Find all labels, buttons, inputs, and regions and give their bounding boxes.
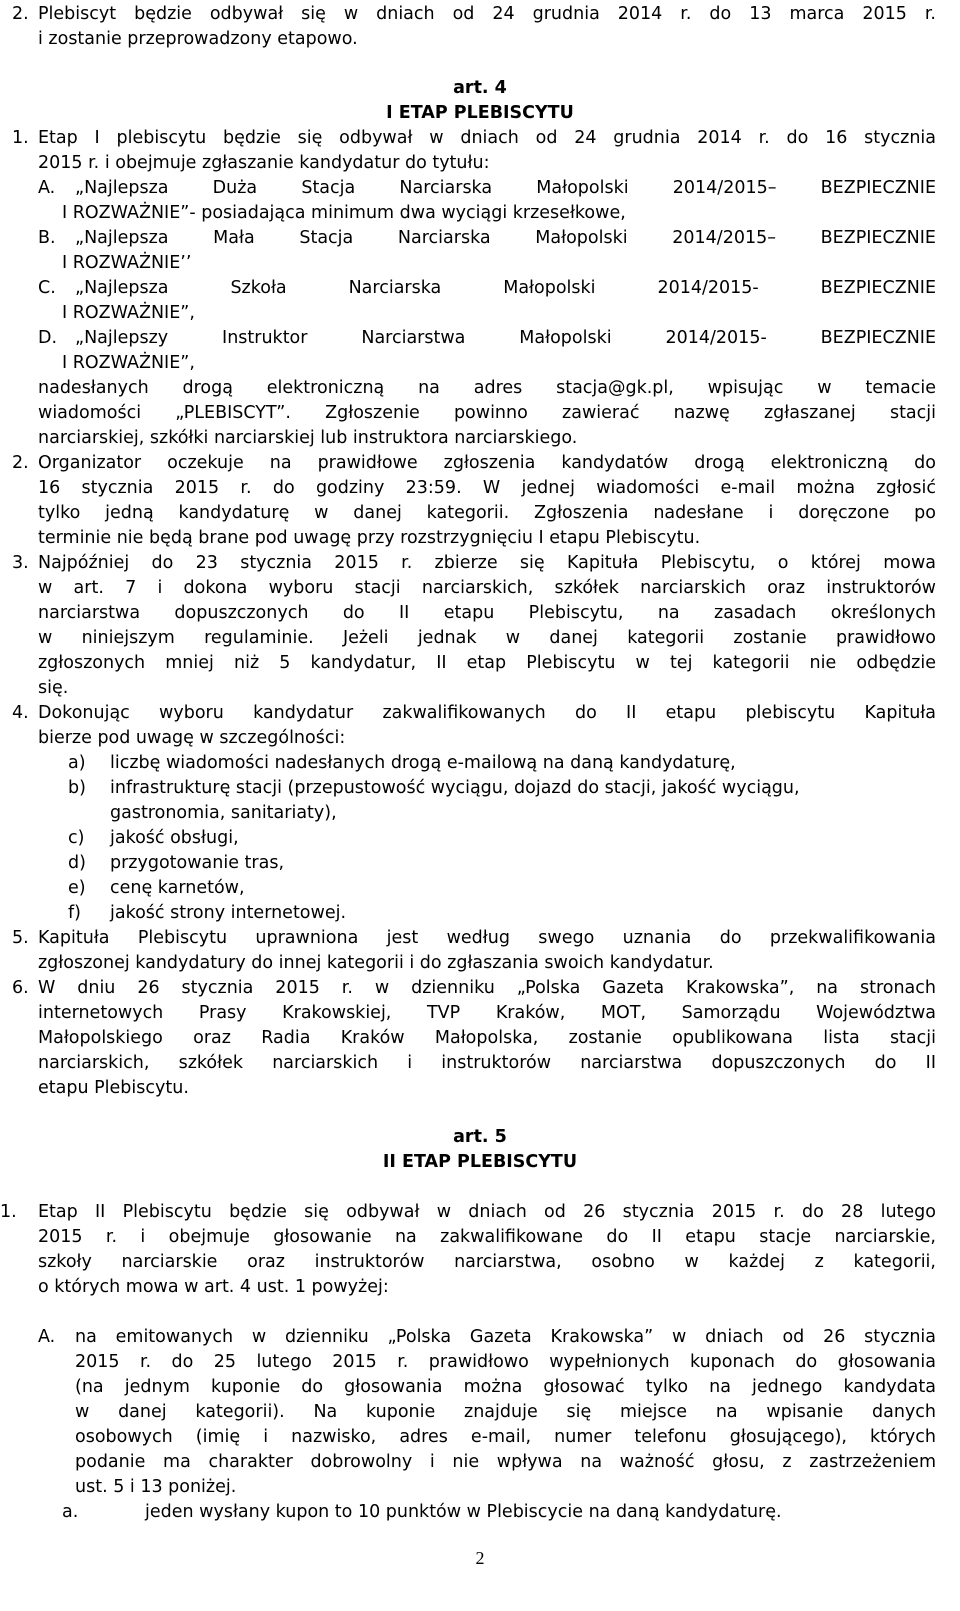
sub-item-letter: a. [62,1502,79,1522]
category-letter: A. [38,178,56,198]
category-line: I ROZWAŻNIE’’ [62,253,192,273]
paragraph-line: 2015 r. do 25 lutego 2015 r. prawidłowo wypełnionych kuponach do głosowania [75,1352,936,1372]
section-title: II ETAP PLEBISCYTU [382,1152,578,1172]
paragraph-line: tylko jedną kandydaturę w danej kategorii. Zgłoszenia nadesłane i doręczone po [38,503,936,523]
paragraph-line: na emitowanych w dzienniku „Polska Gazeta Krakowska” w dniach od 26 stycznia [75,1327,936,1347]
list-number: 5. [12,928,29,948]
paragraph-line: wiadomości „PLEBISCYT”. Zgłoszenie powinno zawierać nazwę zgłaszanej stacji [38,403,936,423]
paragraph-line: Plebiscyt będzie odbywał się w dniach od 24 grudnia 2014 r. do 13 marca 2015 r. [38,4,936,24]
criteria-letter: e) [68,878,86,898]
paragraph-line: 16 stycznia 2015 r. do godziny 23:59. W jednej wiadomości e-mail można zgłosić [38,478,936,498]
criteria-text: jakość obsługi, [110,828,239,848]
criteria-text: infrastrukturę stacji (przepustowość wyciągu, dojazd do stacji, jakość wyciągu, [110,778,800,798]
category-line: „Najlepsza Mała Stacja Narciarska Małopolski 2014/2015– BEZPIECZNIE [75,228,936,248]
paragraph-line: Etap I plebiscytu będzie się odbywał w dniach od 24 grudnia 2014 r. do 16 stycznia [38,128,936,148]
criteria-letter: b) [68,778,86,798]
paragraph-line: (na jednym kuponie do głosowania można głosować tylko na jednego kandydata [75,1377,936,1397]
paragraph-line: w danej kategorii). Na kuponie znajduje się miejsce na wpisanie danych [75,1402,936,1422]
paragraph-line: Organizator oczekuje na prawidłowe zgłoszenia kandydatów drogą elektroniczną do [38,453,936,473]
paragraph-line: ust. 5 i 13 poniżej. [75,1477,237,1497]
category-line: I ROZWAŻNIE”- posiadająca minimum dwa wyciągi krzesełkowe, [62,203,626,223]
paragraph-line: 2015 r. i obejmuje głosowanie na zakwalifikowane do II etapu stacje narciarskie, [38,1227,936,1247]
criteria-text: liczbę wiadomości nadesłanych drogą e-mailową na daną kandydaturę, [110,753,736,773]
list-number: 1. [0,1202,17,1222]
article-heading: art. 5 [453,1127,507,1147]
paragraph-line: Małopolskiego oraz Radia Kraków Małopolska, zostanie opublikowana lista stacji [38,1028,936,1048]
paragraph-line: Kapituła Plebiscytu uprawniona jest według swego uznania do przekwalifikowania [38,928,936,948]
category-line: „Najlepsza Duża Stacja Narciarska Małopolski 2014/2015– BEZPIECZNIE [75,178,936,198]
paragraph-line: nadesłanych drogą elektroniczną na adres stacja@gk.pl, wpisując w temacie [38,378,936,398]
paragraph-line: w niniejszym regulaminie. Jeżeli jednak w danej kategorii zostanie prawidłowo [38,628,936,648]
paragraph-line: narciarstwa dopuszczonych do II etapu Plebiscytu, na zasadach określonych [38,603,936,623]
paragraph-line: internetowych Prasy Krakowskiej, TVP Kraków, MOT, Samorządu Województwa [38,1003,936,1023]
category-line: I ROZWAŻNIE”, [62,303,195,323]
paragraph-line: terminie nie będą brane pod uwagę przy rozstrzygnięciu I etapu Plebiscytu. [38,528,701,548]
paragraph-line: w art. 7 i dokona wyboru stacji narciarskich, szkółek narciarskich oraz instruktorów [38,578,936,598]
paragraph-line: 2015 r. i obejmuje zgłaszanie kandydatur do tytułu: [38,153,490,173]
paragraph-line: etapu Plebiscytu. [38,1078,189,1098]
page-number: 2 [475,1548,485,1568]
criteria-letter: a) [68,753,86,773]
category-letter: C. [38,278,56,298]
criteria-letter: c) [68,828,85,848]
paragraph-line: szkoły narciarskie oraz instruktorów narciarstwa, osobno w każdej z kategorii, [38,1252,936,1272]
criteria-text: przygotowanie tras, [110,853,285,873]
paragraph-line: bierze pod uwagę w szczególności: [38,728,346,748]
list-number: 6. [12,978,29,998]
criteria-letter: f) [68,903,81,923]
paragraph-line: zgłoszonych mniej niż 5 kandydatur, II etap Plebiscytu w tej kategorii nie odbędzie [38,653,936,673]
paragraph-line: Dokonując wyboru kandydatur zakwalifikowanych do II etapu plebiscytu Kapituła [38,703,936,723]
paragraph-line: narciarskich, szkółek narciarskich i instruktorów narciarstwa dopuszczonych do II [38,1053,936,1073]
section-title: I ETAP PLEBISCYTU [386,103,574,123]
category-line: I ROZWAŻNIE”, [62,353,195,373]
sub-item-text: jeden wysłany kupon to 10 punktów w Plebiscycie na daną kandydaturę. [145,1502,782,1522]
list-number: 1. [12,128,29,148]
category-line: „Najlepszy Instruktor Narciarstwa Małopolski 2014/2015- BEZPIECZNIE [75,328,936,348]
criteria-text: gastronomia, sanitariaty), [110,803,337,823]
paragraph-line: i zostanie przeprowadzony etapowo. [38,29,358,49]
criteria-text: jakość strony internetowej. [110,903,347,923]
category-letter: A. [38,1327,56,1347]
paragraph-line: zgłoszonej kandydatury do innej kategorii i do zgłaszania swoich kandydatur. [38,953,714,973]
list-number: 3. [12,553,29,573]
paragraph-line: W dniu 26 stycznia 2015 r. w dzienniku „Polska Gazeta Krakowska”, na stronach [38,978,936,998]
criteria-text: cenę karnetów, [110,878,245,898]
criteria-letter: d) [68,853,86,873]
paragraph-line: się. [38,678,69,698]
list-number: 4. [12,703,29,723]
article-heading: art. 4 [453,78,507,98]
paragraph-line: narciarskiej, szkółki narciarskiej lub instruktora narciarskiego. [38,428,578,448]
category-line: „Najlepsza Szkoła Narciarska Małopolski 2014/2015- BEZPIECZNIE [75,278,936,298]
list-number: 2. [12,453,29,473]
paragraph-line: Najpóźniej do 23 stycznia 2015 r. zbierze się Kapituła Plebiscytu, o której mowa [38,553,936,573]
paragraph-line: Etap II Plebiscytu będzie się odbywał w dniach od 26 stycznia 2015 r. do 28 lutego [38,1202,936,1222]
category-letter: B. [38,228,56,248]
category-letter: D. [38,328,58,348]
paragraph-line: osobowych (imię i nazwisko, adres e-mail, numer telefonu głosującego), których [75,1427,936,1447]
paragraph-line: o których mowa w art. 4 ust. 1 powyżej: [38,1277,389,1297]
list-number: 2. [12,4,29,24]
paragraph-line: podanie ma charakter dobrowolny i nie wpływa na ważność głosu, z zastrzeżeniem [75,1452,936,1472]
